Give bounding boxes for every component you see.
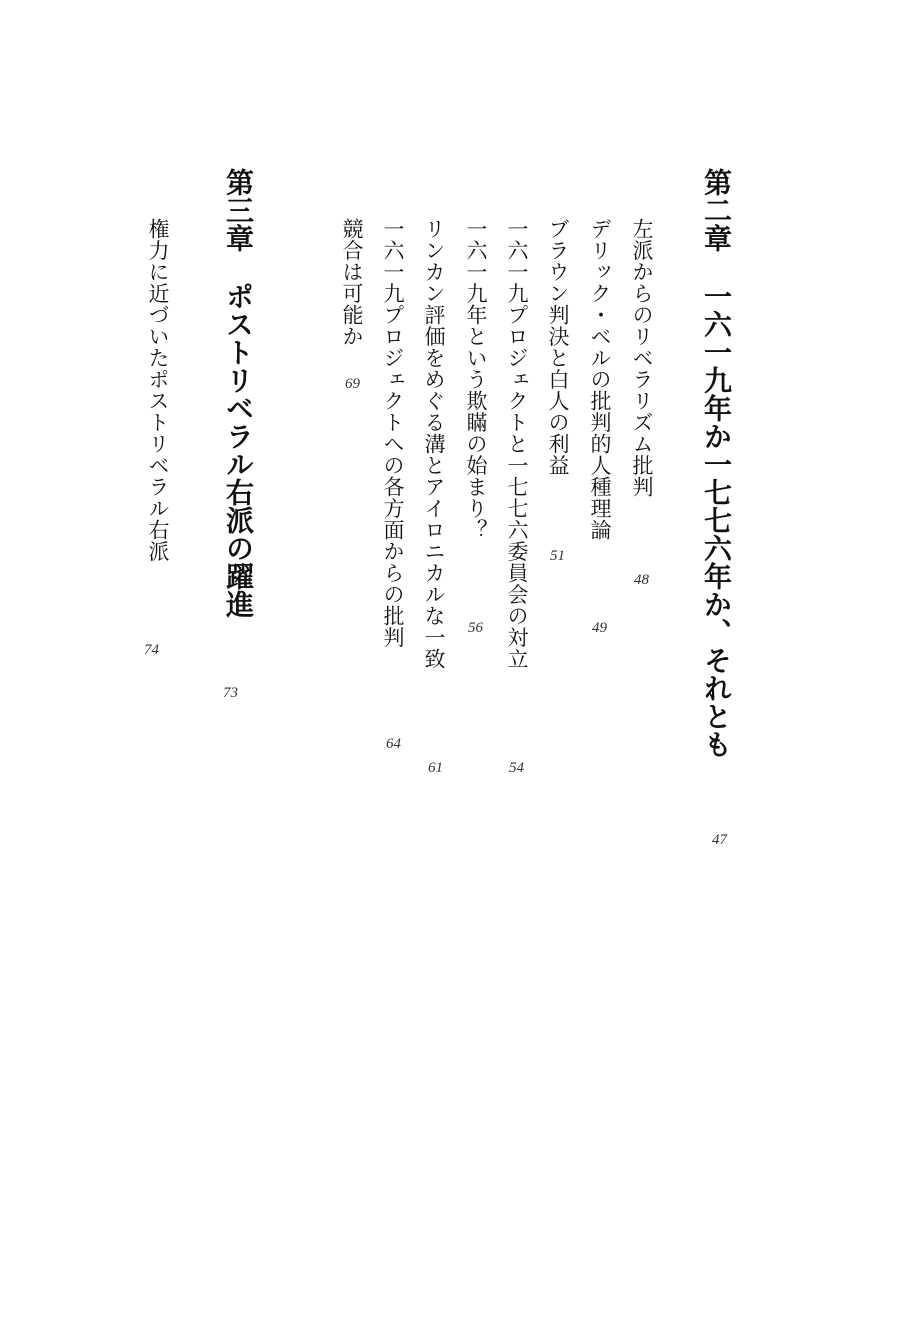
page-number: 56 — [468, 620, 483, 636]
chapter-number: 第二章 — [700, 168, 733, 252]
toc-entry: 左派からのリベラリズム批判 — [630, 218, 654, 498]
toc-entry: 一六一九年という欺瞞の始まり？ — [464, 218, 488, 541]
toc-entry: ブラウン判決と白人の利益 — [546, 218, 570, 476]
chapter-heading — [218, 168, 258, 618]
page-number: 47 — [712, 832, 727, 848]
chapter-heading — [696, 168, 736, 758]
page-number: 48 — [634, 572, 649, 588]
toc-entry: 権力に近づいたポストリベラル右派 — [146, 218, 170, 562]
toc-entry: リンカン評価をめぐる溝とアイロニカルな一致 — [422, 218, 446, 670]
page-number: 51 — [550, 548, 565, 564]
chapter-number: 第三章 — [222, 168, 255, 252]
page-number: 61 — [428, 760, 443, 776]
toc-entry: 一六一九プロジェクトと一七七六委員会の対立 — [505, 218, 529, 670]
page-number: 64 — [386, 736, 401, 752]
page-number: 69 — [345, 376, 360, 392]
page-number: 73 — [223, 685, 238, 701]
page-number: 74 — [144, 642, 159, 658]
page-number: 49 — [592, 620, 607, 636]
toc-entry: デリック・ベルの批判的人種理論 — [588, 218, 612, 541]
page-number: 54 — [509, 760, 524, 776]
toc-entry: 一六一九プロジェクトへの各方面からの批判 — [381, 218, 405, 648]
chapter-title: 一六一九年か一七七六年か、それとも — [700, 282, 733, 758]
toc-entry: 競合は可能か — [340, 218, 364, 347]
chapter-title: ポストリベラル右派の躍進 — [222, 282, 255, 618]
